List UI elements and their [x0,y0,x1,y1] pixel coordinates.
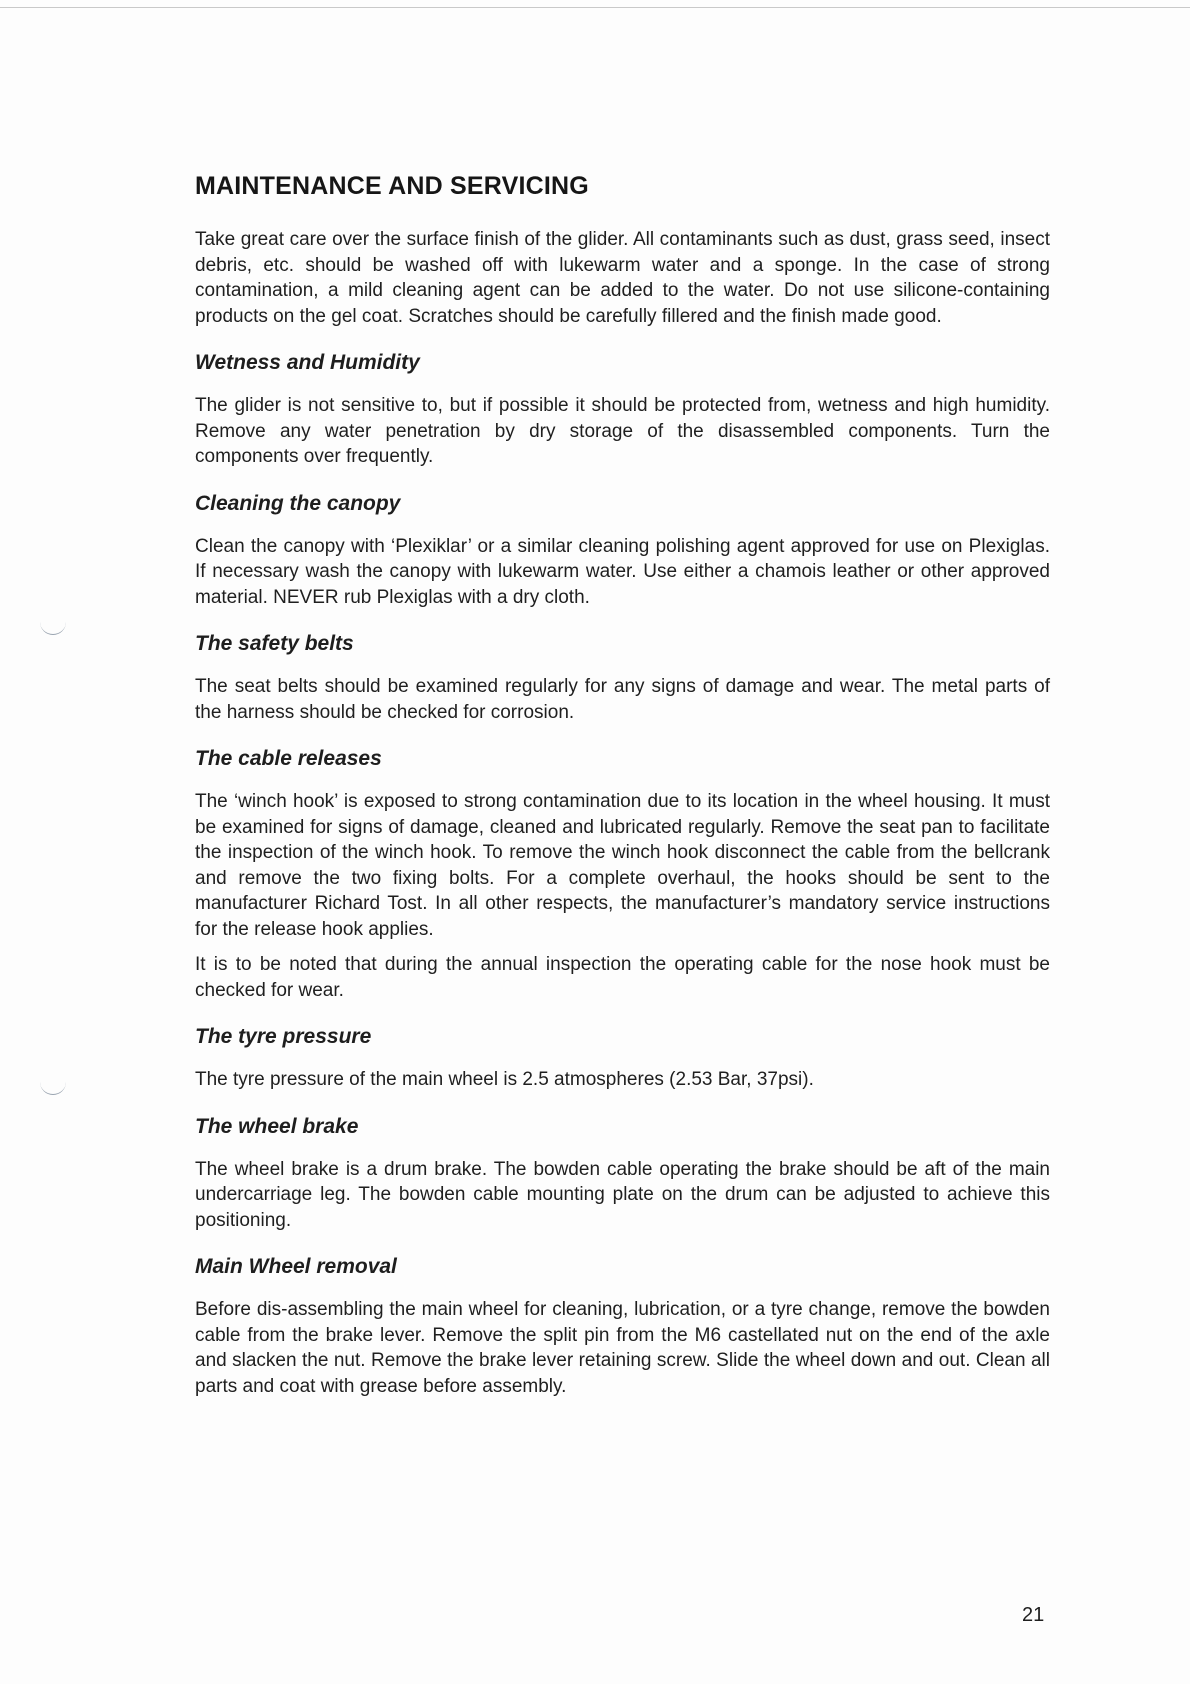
page-number: 21 [1022,1604,1045,1626]
punch-hole-mark [40,622,66,635]
section-heading: Main Wheel removal [195,1255,397,1278]
section-heading: Wetness and Humidity [195,351,420,374]
section-paragraph: Before dis-assembling the main wheel for cleaning, lubrication, or a tyre change, remove the bowden cable from the brake lever. Remove the split pin from the M6 castellated nut on the end of the axle and slacken the nut. Remove the brake lever retaining screw. Slide the wheel down and out. Clean all parts and coat with grease before assembly. [195,1299,1050,1397]
section-paragraph: Clean the canopy with ‘Plexiklar’ or a similar cleaning polishing agent approved for use on Plexiglas. If necessary wash the canopy with lukewarm water. Use either a chamois leather or other approved material. NEVER rub Plexiglas with a dry cloth. [195,535,1050,608]
section-paragraph: The glider is not sensitive to, but if possible it should be protected from, wetness and high humidity. Remove any water penetration by dry storage of the disassembled components. Turn the components over frequently. [195,395,1050,467]
section-paragraph: The ‘winch hook’ is exposed to strong contamination due to its location in the wheel housing. It must be examined for signs of damage, cleaned and lubricated regularly. Remove the seat pan to facilitate the inspection of the winch hook. To remove the winch hook disconnect the cable from the bellcrank and remove the two fixing bolts. For a complete overhaul, the hooks should be sent to the manufacturer Richard Tost. In all other respects, the manufacturer’s mandatory service instructions for the release hook applies. [195,791,1050,940]
section-paragraph: The wheel brake is a drum brake. The bowden cable operating the brake should be aft of the main undercarriage leg. The bowden cable mounting plate on the drum can be adjusted to achieve this positioning. [195,1158,1050,1231]
page-title: MAINTENANCE AND SERVICING [195,172,589,200]
section-safety-belts [195,632,1050,725]
section-heading: The tyre pressure [195,1025,372,1048]
section-paragraph: The seat belts should be examined regularly for any signs of damage and wear. The metal parts of the harness should be checked for corrosion. [195,676,1050,723]
section-tyre-pressure [195,1025,1050,1093]
section-heading: The wheel brake [195,1114,359,1138]
section-main-wheel-removal [195,1255,1050,1399]
section-heading: The cable releases [195,747,382,770]
intro-paragraph: Take great care over the surface finish of the glider. All contaminants such as dust, grass seed, insect debris, etc. should be washed off with lukewarm water and a sponge. In the case of strong contamination, a mild cleaning agent can be added to the water. Do not use silicone-containing products on the gel coat. Scratches should be carefully fillered and the finish made good. [195,229,1050,327]
section-heading: The safety belts [195,632,354,655]
section-note: It is to be noted that during the annual inspection the operating cable for the nose hook must be checked for wear. [195,954,1050,1001]
section-wetness [195,351,1050,470]
section-cable-releases [195,747,1050,1003]
section-canopy [195,492,1050,611]
document-body [195,172,1050,1421]
section-wheel-brake [195,1115,1050,1234]
scan-edge-line [0,7,1190,8]
punch-hole-mark [40,1082,66,1095]
section-paragraph: The tyre pressure of the main wheel is 2.5 atmospheres (2.53 Bar, 37psi). [195,1069,814,1090]
section-heading: Cleaning the canopy [195,491,401,515]
